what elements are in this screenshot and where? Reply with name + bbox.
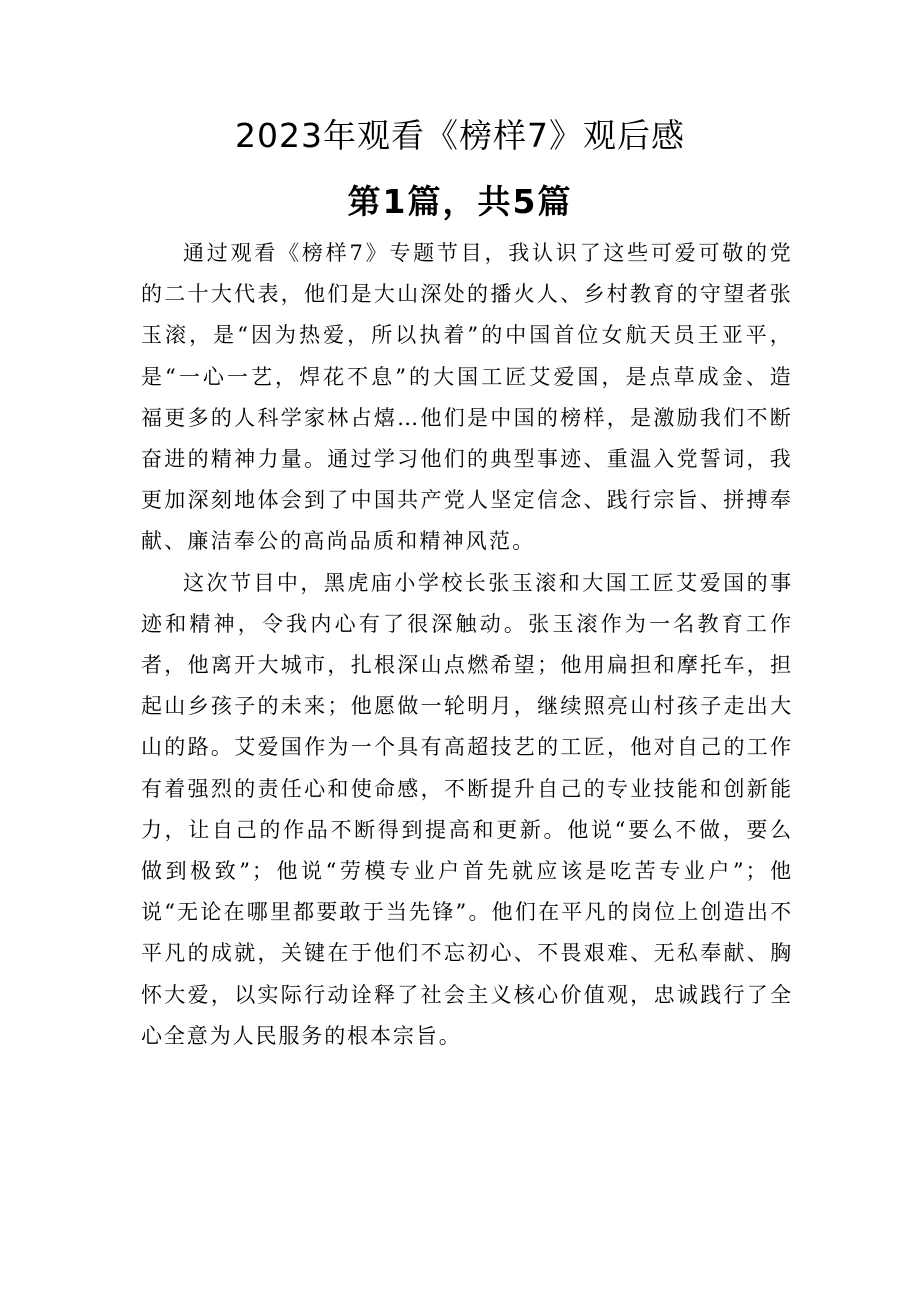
document-title: 2023年观看《榜样7》观后感 — [235, 116, 685, 155]
paragraph-1: 通过观看《榜样7》专题节目，我认识了这些可爱可敬的党的二十大代表，他们是大山深处的播火人、乡村教育的守望者张玉滚，是“因为热爱，所以执着”的中国首位女航天员王亚平，是“一心一艺，焊花不息”的大国工匠艾爱国，是点草成金、造福更多的人科学家林占熺…他们是中国的榜样，是激励我们不断奋进的精神力量。通过学习他们的典型事迹、重温入党誓词，我更加深刻地体会到了中国共产党人坚定信念、践行宗旨、拼搏奉献、廉洁奉公的高尚品质和精神风范。 — [141, 241, 793, 554]
document-body — [141, 233, 793, 1057]
paragraph-2: 这次节目中，黑虎庙小学校长张玉滚和大国工匠艾爱国的事迹和精神，令我内心有了很深触动。张玉滚作为一名教育工作者，他离开大城市，扎根深山点燃希望；他用扁担和摩托车，担起山乡孩子的未来；他愿做一轮明月，继续照亮山村孩子走出大山的路。艾爱国作为一个具有高超技艺的工匠，他对自己的工作有着强烈的责任心和使命感，不断提升自己的专业技能和创新能力，让自己的作品不断得到提高和更新。他说“要么不做，要么做到极致”；他说“劳模专业户首先就应该是吃苦专业户”；他说“无论在哪里都要敢于当先锋”。他们在平凡的岗位上创造出不平凡的成就，关键在于他们不忘初心、不畏艰难、无私奉献、胸怀大爱，以实际行动诠释了社会主义核心价值观，忠诚践行了全心全意为人民服务的根本宗旨。 — [141, 570, 793, 1048]
document-subtitle: 第1篇，共5篇 — [347, 182, 573, 221]
